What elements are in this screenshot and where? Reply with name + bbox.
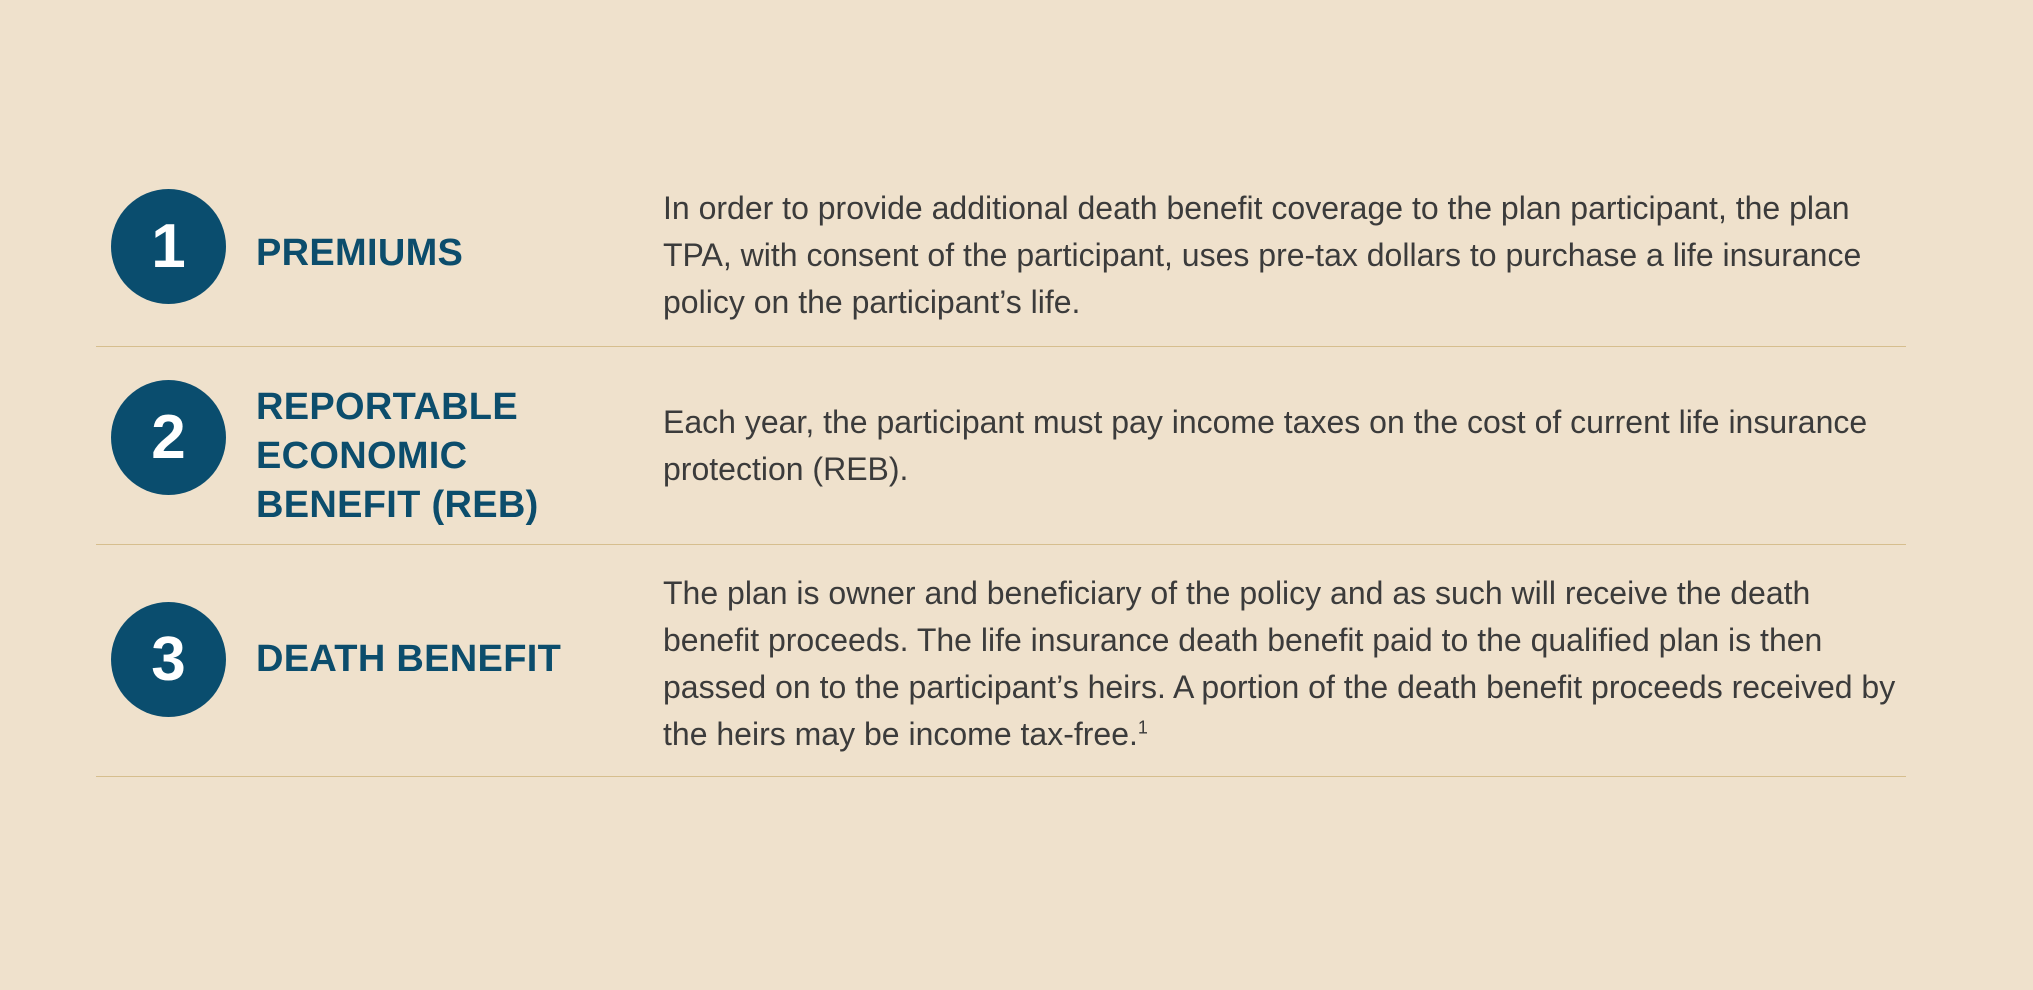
steps-list: [96, 165, 1906, 777]
step-number-badge: 2: [111, 380, 226, 495]
step-description-text: The plan is owner and beneficiary of the policy and as such will receive the death benefit proceeds. The life insurance death benefit paid to the qualified plan is then passed on to the participant’s heirs. A portion of the death benefit proceeds received by the heirs may be income tax-free.: [663, 575, 1896, 752]
step-death-benefit: [96, 545, 1906, 777]
step-premiums: [96, 165, 1906, 347]
step-description: [663, 570, 1903, 758]
step-description: In order to provide additional death benefit coverage to the plan participant, the plan TPA, with consent of the participant, uses pre-tax dollars to purchase a life insurance policy on the participant’s life.: [663, 190, 1862, 320]
step-number-badge: 1: [111, 189, 226, 304]
step-description: Each year, the participant must pay income taxes on the cost of current life insurance protection (REB).: [663, 404, 1868, 487]
step-reportable-economic-benefit: [96, 347, 1906, 545]
step-title: PREMIUMS: [256, 232, 464, 274]
step-number-badge: 3: [111, 602, 226, 717]
step-title: REPORTABLE ECONOMIC BENEFIT (REB): [256, 386, 539, 526]
step-title: DEATH BENEFIT: [256, 638, 562, 680]
footnote-marker: 1: [1137, 717, 1148, 738]
